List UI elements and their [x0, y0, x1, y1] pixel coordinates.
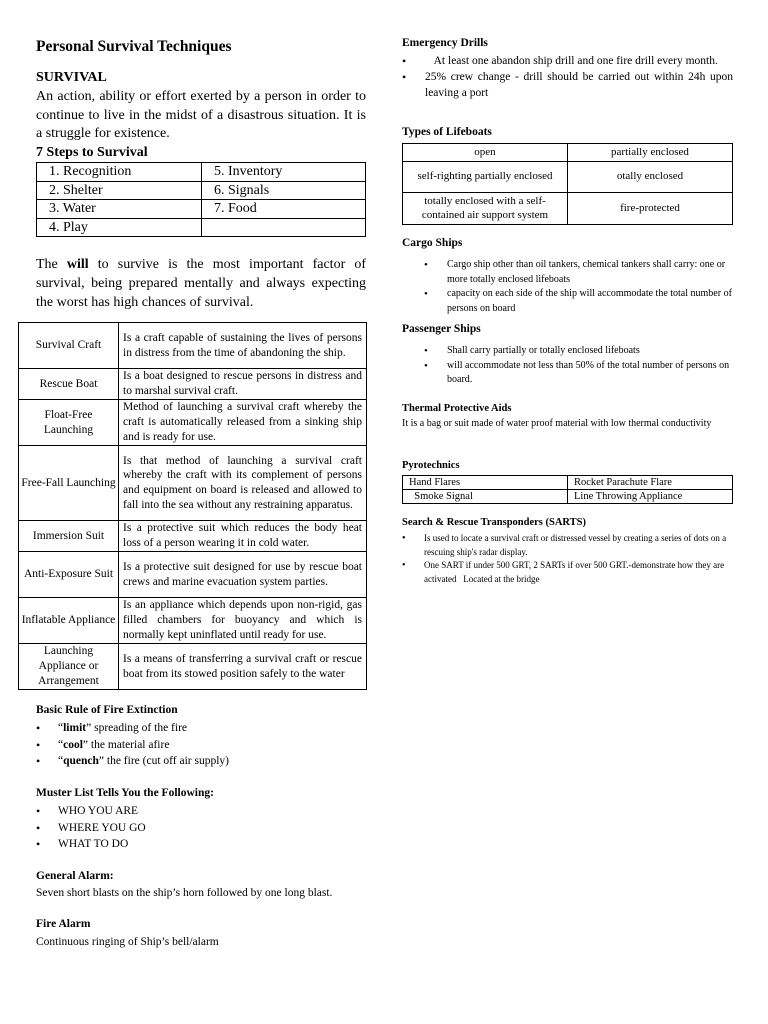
definition-desc: Method of launching a survival craft whereby the craft is automatically released from a sinking ship and is ready for use. [119, 400, 367, 446]
table-row [403, 192, 733, 224]
table-cell: 1. Recognition [37, 163, 202, 182]
table-cell: 2. Shelter [37, 181, 202, 200]
sarts-list [402, 532, 733, 586]
thermal-heading: Thermal Protective Aids [402, 403, 512, 414]
list-item: • WHAT TO DO [36, 836, 146, 853]
table-row [403, 144, 733, 162]
list-item: • 25% crew change - drill should be carried out within 24h upon leaving a port [402, 69, 733, 101]
definition-desc: Is a means of transferring a survival craft or rescue boat from its stowed position safely to the water [119, 644, 367, 690]
general-alarm-text: Seven short blasts on the ship’s horn followed by one long blast. [36, 887, 333, 899]
table-row [19, 446, 367, 521]
list-item: • One SART if under 500 GRT, 2 SARTs if over 500 GRT.-demonstrate how they are activated Located at the bridge [402, 559, 733, 586]
list-item: • Cargo ship other than oil tankers, chemical tankers shall carry: one or more totally enclosed lifeboats [402, 258, 733, 287]
table-row [403, 476, 733, 490]
definition-desc: Is a protective suit designed for use by rescue boat crews and marine evacuation system parties. [119, 552, 367, 598]
steps-table [36, 162, 366, 237]
definitions-table [18, 322, 367, 690]
survival-definition: An action, ability or effort exerted by a person in order to continue to live in the midst of a disastrous situation. It is a struggle for existence. [36, 89, 366, 141]
drills-heading: Emergency Drills [402, 37, 488, 49]
table-row [19, 369, 367, 400]
definition-desc: Is a protective suit which reduces the body heat loss of a person wearing it in cold water. [119, 521, 367, 552]
definition-term: Inflatable Appliance [19, 598, 119, 644]
definition-desc: Is a boat designed to rescue persons in distress and to marshal survival craft. [119, 369, 367, 400]
list-item: • WHO YOU ARE [36, 803, 146, 820]
table-cell: 5. Inventory [202, 163, 366, 182]
table-cell: fire-protected [568, 192, 733, 224]
table-cell: 6. Signals [202, 181, 366, 200]
table-cell [202, 218, 366, 237]
list-item: • capacity on each side of the ship will accommodate the total number of persons on board [402, 287, 733, 316]
table-row [37, 218, 366, 237]
lifeboats-table [402, 143, 733, 225]
survival-heading: SURVIVAL [36, 70, 107, 85]
steps-heading: 7 Steps to Survival [36, 145, 148, 160]
table-row [19, 644, 367, 690]
muster-heading: Muster List Tells You the Following: [36, 787, 214, 799]
table-cell: Line Throwing Appliance [568, 490, 733, 504]
table-cell: 4. Play [37, 218, 202, 237]
table-row [403, 161, 733, 192]
table-cell: partially enclosed [568, 144, 733, 162]
list-item: • WHERE YOU GO [36, 820, 146, 837]
list-item: • “limit” spreading of the fire [36, 720, 229, 737]
fire-alarm-heading: Fire Alarm [36, 918, 91, 930]
pyro-table [402, 475, 733, 504]
definition-term: Survival Craft [19, 323, 119, 369]
fire-alarm-text: Continuous ringing of Ship’s bell/alarm [36, 936, 219, 948]
fire-rule-heading: Basic Rule of Fire Extinction [36, 704, 178, 716]
sarts-heading: Search & Rescue Transponders (SARTS) [402, 517, 586, 528]
table-cell: self-righting partially enclosed [403, 161, 568, 192]
table-row [19, 323, 367, 369]
definition-desc: Is that method of launching a survival craft whereby the craft with its complement of persons and equipment on board is released and allowed to fall into the sea without any restraining apparatus. [119, 446, 367, 521]
will-paragraph [36, 255, 366, 312]
list-item: • will accommodate not less than 50% of the total number of persons on board. [402, 359, 733, 388]
lifeboats-heading: Types of Lifeboats [402, 126, 492, 138]
drills-list [402, 53, 733, 102]
table-cell: open [403, 144, 568, 162]
fire-rule-list [36, 720, 229, 770]
table-cell: Rocket Parachute Flare [568, 476, 733, 490]
will-rest: to survive is the most important factor of survival, being prepared mentally and always expecting the worst has high chances of survival. [36, 257, 367, 310]
table-cell: Smoke Signal [403, 490, 568, 504]
table-cell: otally enclosed [568, 161, 733, 192]
table-cell: Hand Flares [403, 476, 568, 490]
list-item: • Is used to locate a survival craft or distressed vessel by creating a series of dots on a rescuing ship's radar display. [402, 532, 733, 559]
definition-term: Float-Free Launching [19, 400, 119, 446]
definition-desc: Is an appliance which depends upon non-rigid, gas filled chambers for buoyancy and which is normally kept uninflated until ready for use. [119, 598, 367, 644]
page-title: Personal Survival Techniques [36, 38, 232, 55]
list-item: • “cool” the material afire [36, 737, 229, 754]
definition-term: Immersion Suit [19, 521, 119, 552]
definition-term: Anti-Exposure Suit [19, 552, 119, 598]
table-row [19, 521, 367, 552]
passenger-list [402, 344, 733, 388]
table-row [19, 552, 367, 598]
definition-desc: Is a craft capable of sustaining the lives of persons in distress from the time of abandoning the ship. [119, 323, 367, 369]
table-cell: totally enclosed with a self-contained air support system [403, 192, 568, 224]
will-prefix: The [36, 257, 67, 272]
table-cell: 3. Water [37, 200, 202, 219]
table-cell: 7. Food [202, 200, 366, 219]
list-item: • Shall carry partially or totally enclosed lifeboats [402, 344, 733, 359]
muster-list [36, 803, 146, 853]
table-row [403, 490, 733, 504]
passenger-heading: Passenger Ships [402, 323, 481, 335]
will-bold: will [66, 257, 89, 272]
table-row [19, 598, 367, 644]
table-row [19, 400, 367, 446]
definition-term: Free-Fall Launching [19, 446, 119, 521]
cargo-list [402, 258, 733, 316]
table-row [37, 163, 366, 182]
table-row [37, 200, 366, 219]
pyro-heading: Pyrotechnics [402, 460, 460, 471]
list-item: • “quench” the fire (cut off air supply) [36, 753, 229, 770]
definition-term: Rescue Boat [19, 369, 119, 400]
definition-term: Launching Appliance or Arrangement [19, 644, 119, 690]
general-alarm-heading: General Alarm: [36, 870, 114, 882]
thermal-text: It is a bag or suit made of water proof material with low thermal conductivity [402, 418, 712, 429]
list-item: • At least one abandon ship drill and one fire drill every month. [402, 53, 733, 69]
table-row [37, 181, 366, 200]
cargo-heading: Cargo Ships [402, 237, 463, 249]
